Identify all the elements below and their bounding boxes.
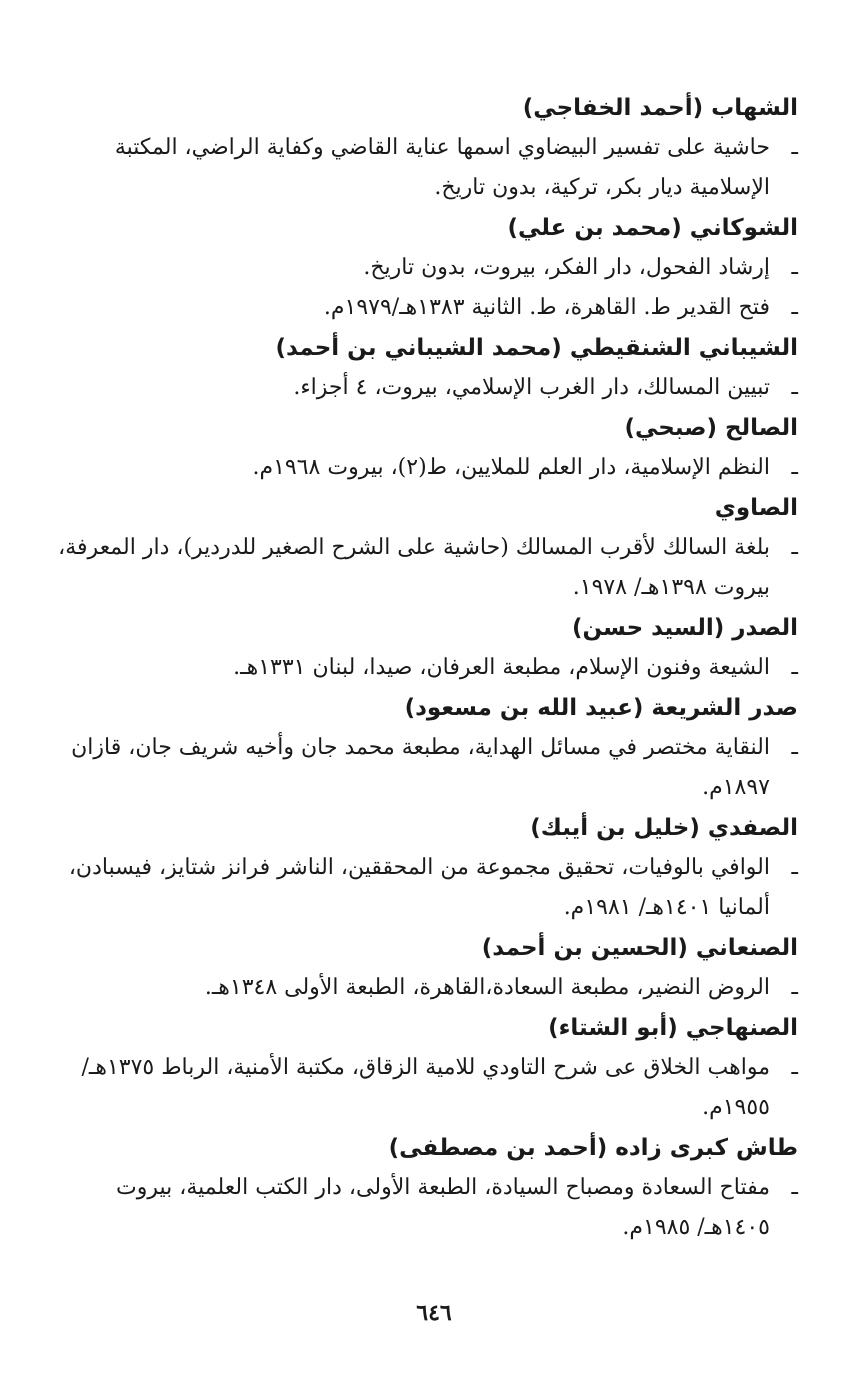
work-item xyxy=(50,288,798,328)
work-text: الشيعة وفنون الإسلام، مطبعة العرفان، صيدا، لبنان ١٣٣١هـ. xyxy=(233,655,770,680)
work-text: الروض النضير، مطبعة السعادة،القاهرة، الطبعة الأولى ١٣٤٨هـ. xyxy=(204,975,770,1000)
bibliography-entry xyxy=(50,688,798,808)
bullet-dash: ـ xyxy=(791,295,798,320)
bullet-dash: ـ xyxy=(791,1175,798,1200)
bullet-dash: ـ xyxy=(791,735,798,760)
bullet-dash: ـ xyxy=(791,135,798,160)
author-heading: الصنهاجي (أبو الشتاء) xyxy=(548,1015,798,1041)
bibliography-entry xyxy=(50,328,798,408)
work-text: إرشاد الفحول، دار الفكر، بيروت، بدون تاريخ. xyxy=(363,255,770,280)
bibliography-page xyxy=(50,88,798,1248)
bibliography-entry xyxy=(50,488,798,608)
work-text: مفتاح السعادة ومصباح السيادة، الطبعة الأولى، دار الكتب العلمية، بيروت ١٤٠٥هـ/ ١٩٨٥م. xyxy=(116,1175,770,1240)
work-item xyxy=(50,1048,798,1128)
work-item xyxy=(50,528,798,608)
author-heading: صدر الشريعة (عبيد الله بن مسعود) xyxy=(404,695,798,721)
work-item xyxy=(50,128,798,208)
author-heading: الصدر (السيد حسن) xyxy=(571,615,798,641)
bibliography-entry xyxy=(50,928,798,1008)
author-heading: الصنعاني (الحسين بن أحمد) xyxy=(481,935,798,961)
bullet-dash: ـ xyxy=(791,375,798,400)
work-text: النقاية مختصر في مسائل الهداية، مطبعة محمد جان وأخيه شريف جان، قازان ١٨٩٧م. xyxy=(71,735,770,800)
work-item xyxy=(50,728,798,808)
bibliography-entry xyxy=(50,1008,798,1128)
work-item xyxy=(50,248,798,288)
bullet-dash: ـ xyxy=(791,455,798,480)
author-heading: الشيباني الشنقيطي (محمد الشيباني بن أحمد) xyxy=(275,335,798,361)
author-heading: الصالح (صبحي) xyxy=(624,415,798,441)
author-heading: طاش كبرى زاده (أحمد بن مصطفى) xyxy=(388,1135,798,1161)
work-text: الوافي بالوفيات، تحقيق مجموعة من المحققين، الناشر فرانز شتايز، فيسبادن، ألمانيا ١٤٠١هـ/ ١٩٨١م. xyxy=(68,855,770,920)
author-heading: الصاوي xyxy=(714,495,798,521)
author-heading: الشوكاني (محمد بن علي) xyxy=(507,215,798,241)
work-text: تبيين المسالك، دار الغرب الإسلامي، بيروت، ٤ أجزاء. xyxy=(293,375,770,400)
author-heading: الشهاب (أحمد الخفاجي) xyxy=(522,95,798,121)
page-number: ٦٤٦ xyxy=(416,1300,452,1326)
bullet-dash: ـ xyxy=(791,255,798,280)
bibliography-entry xyxy=(50,1128,798,1248)
bullet-dash: ـ xyxy=(791,855,798,880)
work-item xyxy=(50,968,798,1008)
bullet-dash: ـ xyxy=(791,975,798,1000)
work-item xyxy=(50,368,798,408)
work-text: مواهب الخلاق عى شرح التاودي للامية الزقاق، مكتبة الأمنية، الرباط ١٣٧٥هـ/ ١٩٥٥م. xyxy=(81,1055,770,1120)
bibliography-entry xyxy=(50,408,798,488)
work-text: النظم الإسلامية، دار العلم للملايين، ط(٢)، بيروت ١٩٦٨م. xyxy=(252,455,770,480)
bibliography-entry xyxy=(50,88,798,208)
bibliography-entry xyxy=(50,808,798,928)
bibliography-entry xyxy=(50,208,798,328)
work-text: حاشية على تفسير البيضاوي اسمها عناية القاضي وكفاية الراضي، المكتبة الإسلامية ديار بكر، تركية، بدون تاريخ. xyxy=(114,135,770,200)
work-item xyxy=(50,1168,798,1248)
work-text: فتح القدير ط. القاهرة، ط. الثانية ١٣٨٣هـ/١٩٧٩م. xyxy=(323,295,770,320)
bibliography-entry xyxy=(50,608,798,688)
bullet-dash: ـ xyxy=(791,655,798,680)
author-heading: الصفدي (خليل بن أيبك) xyxy=(530,815,798,841)
work-item xyxy=(50,848,798,928)
work-item xyxy=(50,648,798,688)
work-item xyxy=(50,448,798,488)
bullet-dash: ـ xyxy=(791,535,798,560)
bullet-dash: ـ xyxy=(791,1055,798,1080)
work-text: بلغة السالك لأقرب المسالك (حاشية على الشرح الصغير للدردير)، دار المعرفة، بيروت ١٣٩٨هـ/ ١٩٧٨. xyxy=(58,535,770,600)
